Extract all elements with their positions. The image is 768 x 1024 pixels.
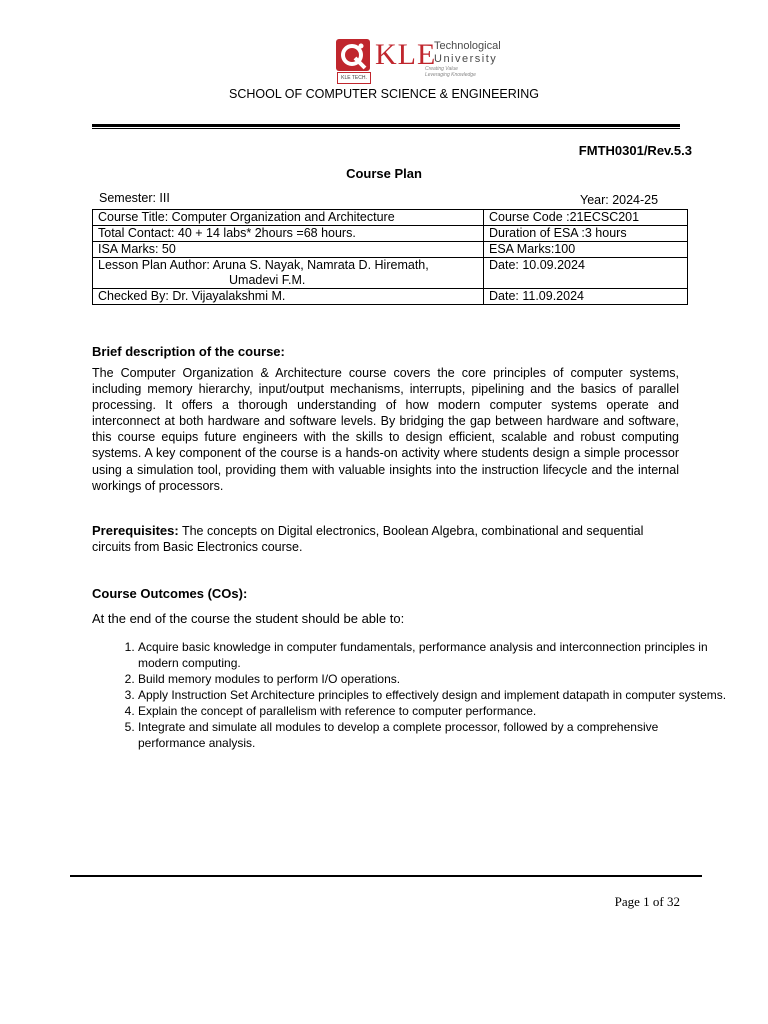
logo-university-name: Technological University [434,40,501,65]
list-item: 5. Integrate and simulate all modules to develop a complete processor, followed by a comprehensive performance analysis. [138,719,728,751]
list-item: 1. Acquire basic knowledge in computer fundamentals, performance analysis and interconnection principles in modern computing. [138,639,728,671]
table-row [93,210,688,226]
brief-description-heading: Brief description of the course: [92,344,285,359]
header-rule [92,124,680,127]
list-item: 3. Apply Instruction Set Architecture principles to effectively design and implement datapath in computer systems. [138,687,728,703]
course-code-cell: Course Code :21ECSC201 [484,210,688,226]
author-date-cell: Date: 10.09.2024 [484,258,688,289]
course-outcomes-intro: At the end of the course the student should be able to: [92,611,405,626]
year-label: Year: 2024-25 [580,193,659,207]
page-title: Course Plan [346,166,422,181]
course-outcomes-heading: Course Outcomes (COs): [92,586,248,601]
footer-rule [70,875,702,877]
school-name: SCHOOL OF COMPUTER SCIENCE & ENGINEERING [229,87,539,101]
author-line-2: Umadevi F.M. [229,273,306,287]
course-title-cell: Course Title: Computer Organization and Architecture [93,210,484,226]
logo-tagline: Creating Value Leveraging Knowledge [425,66,476,78]
prerequisites-label: Prerequisites: [92,523,179,538]
logo-badge: KLE TECH. [337,72,371,84]
checked-by-cell: Checked By: Dr. Vijayalakshmi M. [93,289,484,305]
document-id: FMTH0301/Rev.5.3 [578,143,692,158]
prerequisites-text: The concepts on Digital electronics, Boolean Algebra, combinational and sequential circuits from Basic Electronics course. [92,524,644,554]
kle-emblem-icon [335,38,373,74]
table-row [93,258,688,289]
esa-duration-cell: Duration of ESA :3 hours [484,226,688,242]
header-rule-thin [92,128,680,129]
course-outcomes-list [92,639,728,751]
list-item: 2. Build memory modules to perform I/O operations. [138,671,728,687]
brief-description-text: The Computer Organization & Architecture course covers the core principles of computer systems, including memory hierarchy, input/output mechanisms, interrupts, pipelining and the basics of parallel processing. It offers a thorough understanding of how modern computer systems operate and interconnect at both hardware and software levels. By bridging the gap between hardware and software, this course equips future engineers with the skills to design efficient, scalable and robust computing systems. A key component of the course is a hands-on activity where students design a simple processor using a simulation tool, providing them with valuable insights into the instruction lifecycle and the internal workings of processors. [92,366,679,493]
course-info-table [92,209,688,305]
table-row [93,289,688,305]
page-number: Page 1 of 32 [614,894,680,909]
table-row [93,226,688,242]
list-item: 4. Explain the concept of parallelism with reference to computer performance. [138,703,728,719]
logo-brand: KLE [375,38,437,71]
prerequisites [92,523,682,555]
semester-label: Semester: III [99,191,170,205]
author-line-1: Lesson Plan Author: Aruna S. Nayak, Namrata D. Hiremath, [98,258,429,272]
esa-marks-cell: ESA Marks:100 [484,242,688,258]
author-cell [93,258,484,289]
table-row [93,242,688,258]
isa-marks-cell: ISA Marks: 50 [93,242,484,258]
total-contact-cell: Total Contact: 40 + 14 labs* 2hours =68 hours. [93,226,484,242]
university-logo [335,38,510,86]
checked-date-cell: Date: 11.09.2024 [484,289,688,305]
